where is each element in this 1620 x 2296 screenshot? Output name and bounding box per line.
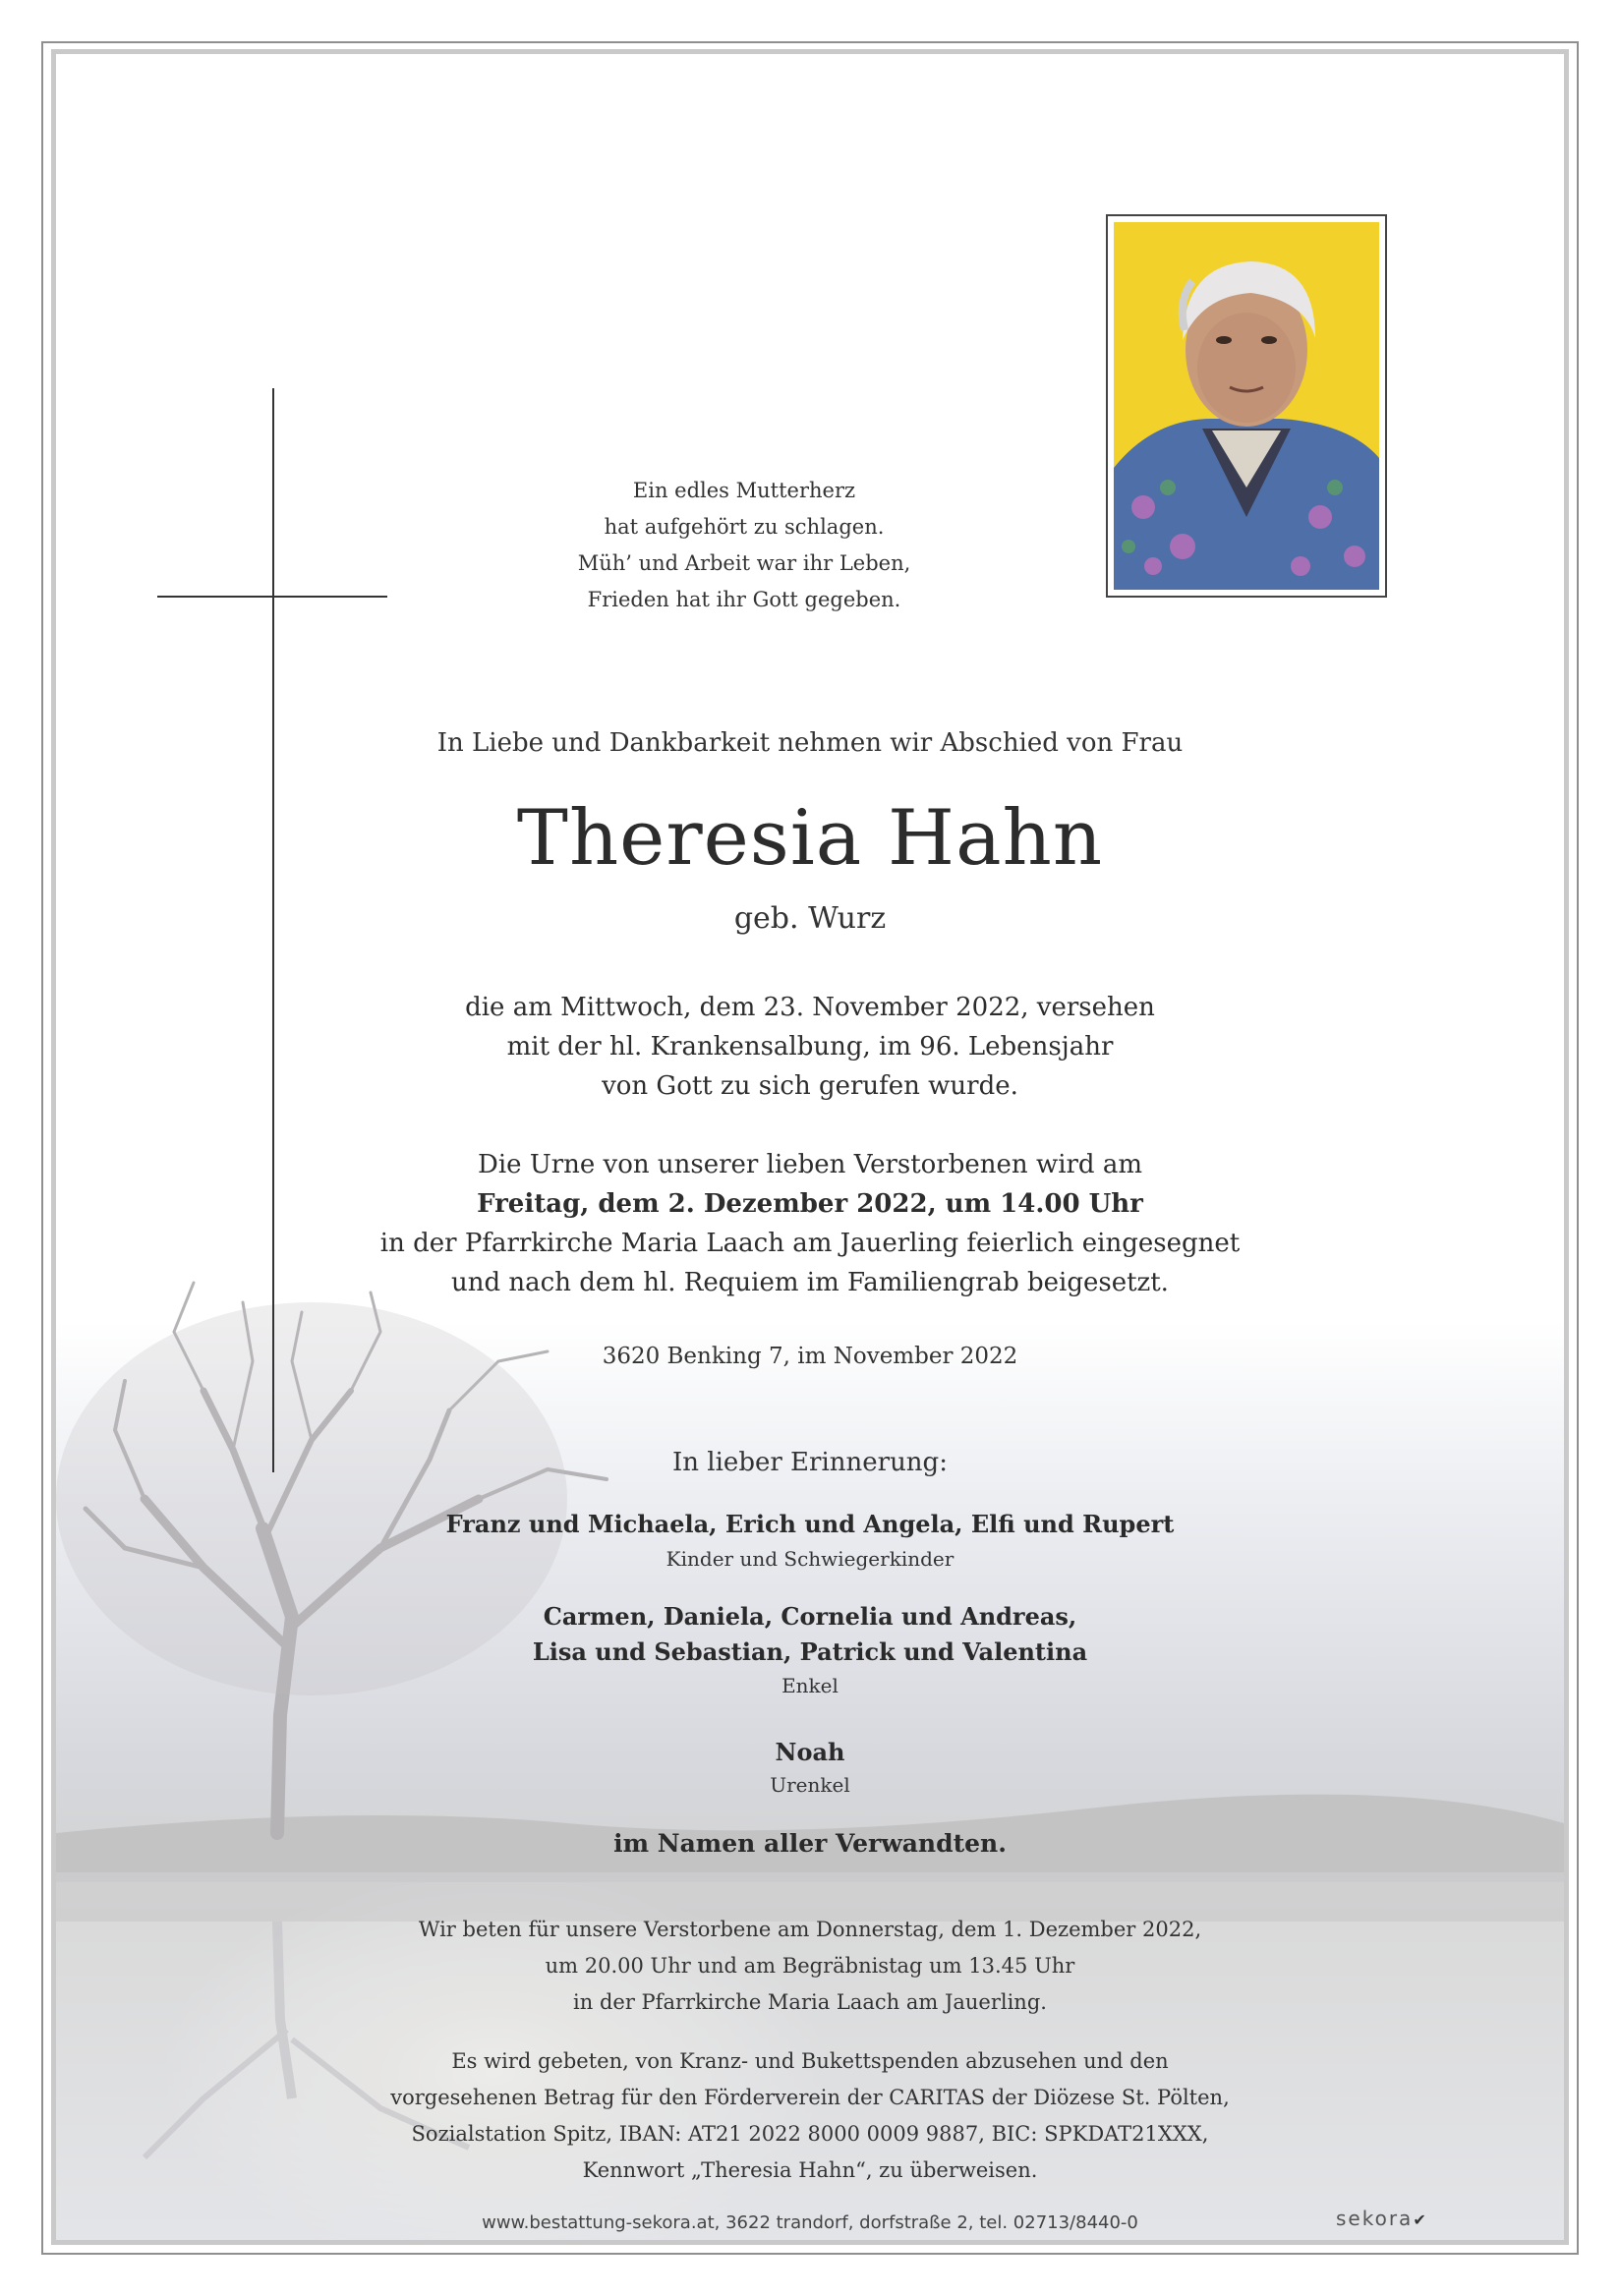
donation-line: vorgesehenen Betrag für den Förderverein der CARITAS der Diözese St. Pölten, <box>390 2086 1230 2109</box>
cross-horizontal-bar <box>157 596 387 598</box>
funeral-line: Die Urne von unserer lieben Verstorbenen wird am <box>478 1150 1142 1179</box>
portrait-photo <box>1106 214 1387 598</box>
funeral-home-footer: www.bestattung-sekora.at, 3622 trandorf, dorfstraße 2, tel. 02713/8440-0 <box>482 2212 1138 2233</box>
death-notice <box>56 988 1564 1106</box>
verse-line: Ein edles Mutterherz <box>632 479 856 502</box>
verse-line: hat aufgehört zu schlagen. <box>604 515 885 539</box>
sekora-logo <box>1336 2207 1428 2230</box>
funeral-date: Freitag, dem 2. Dezember 2022, um 14.00 Uhr <box>477 1189 1143 1219</box>
family-children-relation: Kinder und Schwiegerkinder <box>665 1547 955 1571</box>
family-grandchildren-names <box>56 1599 1564 1670</box>
intro-line: In Liebe und Dankbarkeit nehmen wir Abschied von Frau <box>436 728 1184 758</box>
family-grandchildren-relation: Enkel <box>781 1674 839 1697</box>
notice-card <box>51 49 1569 2245</box>
maiden-name: geb. Wurz <box>733 901 887 936</box>
family-greatgrandchild-relation: Urenkel <box>770 1773 850 1797</box>
death-notice-line: die am Mittwoch, dem 23. November 2022, versehen <box>465 993 1155 1022</box>
deceased-name: Theresia Hahn <box>516 794 1104 883</box>
memorial-verse <box>528 473 960 618</box>
death-notice-line: von Gott zu sich gerufen wurde. <box>602 1071 1018 1101</box>
funeral-line: in der Pfarrkirche Maria Laach am Jauerling feierlich eingesegnet <box>379 1229 1241 1258</box>
prayer-line: in der Pfarrkirche Maria Laach am Jauerling. <box>573 1990 1047 2014</box>
logo-text: sekora <box>1336 2207 1414 2230</box>
prayer-line: um 20.00 Uhr und am Begräbnistag um 13.45 Uhr <box>545 1954 1075 1978</box>
bird-icon: ✔ <box>1413 2210 1428 2229</box>
family-names-line: Carmen, Daniela, Cornelia und Andreas, <box>543 1602 1077 1631</box>
family-greatgrandchild-names: Noah <box>775 1738 845 1766</box>
prayer-line: Wir beten für unsere Verstorbene am Donnerstag, dem 1. Dezember 2022, <box>418 1918 1202 1941</box>
portrait-image <box>1114 222 1379 590</box>
family-names-line: Lisa und Sebastian, Patrick und Valentina <box>532 1637 1088 1666</box>
funeral-details <box>56 1145 1564 1302</box>
remembrance-heading: In lieber Erinnerung: <box>672 1448 948 1477</box>
closing-line: im Namen aller Verwandten. <box>613 1829 1007 1858</box>
donation-line: Sozialstation Spitz, IBAN: AT21 2022 8000 0009 9887, BIC: SPKDAT21XXX, <box>411 2122 1209 2146</box>
verse-line: Frieden hat ihr Gott gegeben. <box>587 588 901 611</box>
family-children-names: Franz und Michaela, Erich und Angela, Elfi und Rupert <box>445 1510 1175 1538</box>
donation-line: Es wird gebeten, von Kranz- und Bukettspenden abzusehen und den <box>451 2049 1169 2073</box>
verse-line: Müh’ und Arbeit war ihr Leben, <box>577 551 911 575</box>
donation-line: Kennwort „Theresia Hahn“, zu überweisen. <box>582 2158 1038 2182</box>
prayer-notice <box>56 1912 1564 2021</box>
funeral-line: und nach dem hl. Requiem im Familiengrab beigesetzt. <box>451 1268 1169 1297</box>
donation-notice <box>56 2043 1564 2189</box>
death-notice-line: mit der hl. Krankensalbung, im 96. Lebensjahr <box>506 1032 1114 1062</box>
place-date: 3620 Benking 7, im November 2022 <box>602 1344 1018 1369</box>
